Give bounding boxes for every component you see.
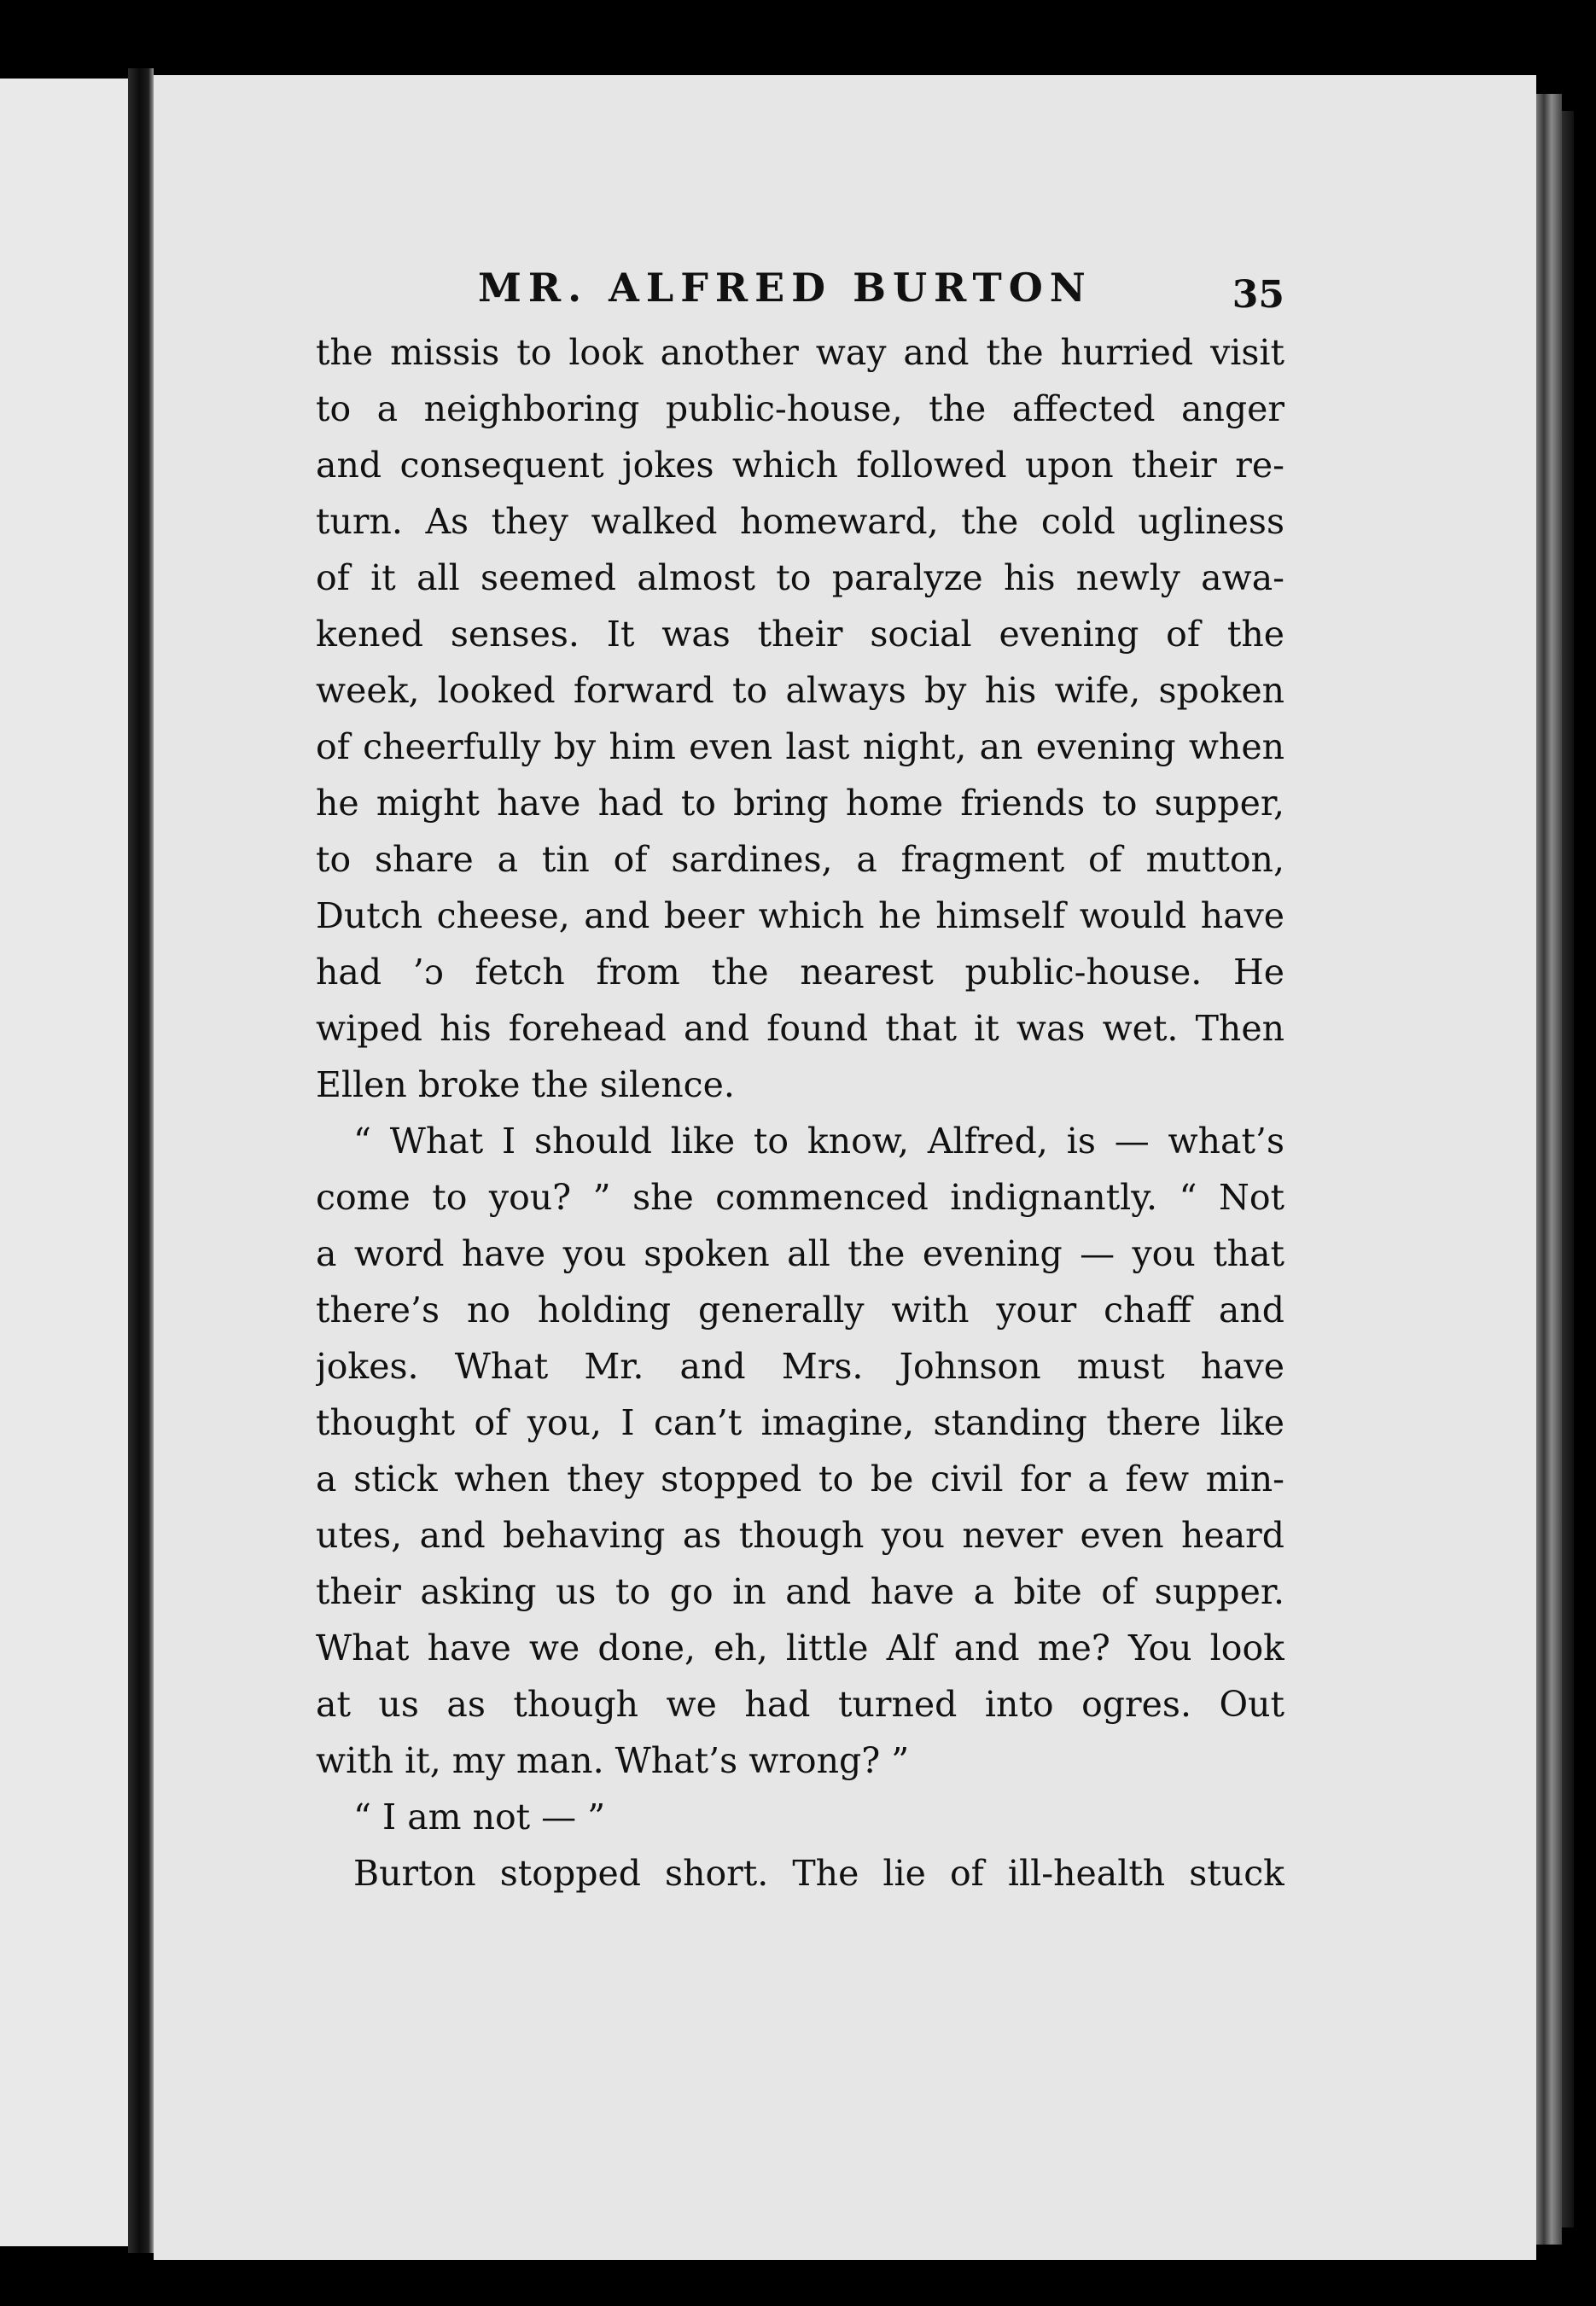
text-line: to a neighboring public-house, the affected anger [316, 388, 1284, 429]
page-stack-edge [1536, 94, 1562, 2245]
text-line: thought of you, I can’t imagine, standing there like [316, 1402, 1284, 1443]
text-line: turn. As they walked homeward, the cold ugliness [316, 501, 1284, 542]
text-line: the missis to look another way and the hurried visit [316, 332, 1284, 373]
text-line: to share a tin of sardines, a fragment of mutton, [316, 839, 1284, 880]
text-line: “ What I should like to know, Alfred, is — what’s [353, 1121, 1284, 1162]
text-line: he might have had to bring home friends to supper, [316, 783, 1284, 824]
book-gutter [128, 68, 154, 2253]
text-line: a stick when they stopped to be civil for a few min- [316, 1459, 1284, 1499]
text-line: week, looked forward to always by his wife, spoken [316, 670, 1284, 711]
text-line: had ’ɔ fetch from the nearest public-house. He [316, 952, 1284, 993]
text-line: kened senses. It was their social evening of the [316, 614, 1284, 655]
text-line: at us as though we had turned into ogres. Out [316, 1684, 1284, 1725]
left-page-edge [0, 79, 128, 2246]
page-number: 35 [1232, 273, 1284, 317]
text-line: come to you? ” she commenced indignantly. “ Not [316, 1177, 1284, 1218]
text-line: of it all seemed almost to paralyze his newly awa- [316, 557, 1284, 598]
text-line: their asking us to go in and have a bite of supper. [316, 1571, 1284, 1612]
text-line: with it, my man. What’s wrong? ” [316, 1740, 910, 1781]
text-line: Ellen broke the silence. [316, 1064, 735, 1105]
cover-edge [1562, 111, 1574, 2227]
text-line: “ I am not — ” [353, 1796, 606, 1837]
text-line: and consequent jokes which followed upon their re- [316, 445, 1284, 486]
text-line: Dutch cheese, and beer which he himself would have [316, 895, 1284, 936]
text-line: there’s no holding generally with your chaff and [316, 1290, 1284, 1331]
page-text-block [316, 256, 1284, 1901]
text-line: wiped his forehead and found that it was wet. Then [316, 1008, 1284, 1049]
text-line: a word have you spoken all the evening — you that [316, 1233, 1284, 1274]
text-line: jokes. What Mr. and Mrs. Johnson must have [316, 1346, 1284, 1387]
text-line: Burton stopped short. The lie of ill-health stuck [353, 1853, 1284, 1894]
text-line: utes, and behaving as though you never even heard [316, 1515, 1284, 1556]
text-line: What have we done, eh, little Alf and me? You look [316, 1628, 1284, 1668]
running-head [316, 256, 1284, 324]
text-line: of cheerfully by him even last night, an evening when [316, 726, 1284, 767]
running-head-title: MR. ALFRED BURTON [478, 265, 1092, 311]
